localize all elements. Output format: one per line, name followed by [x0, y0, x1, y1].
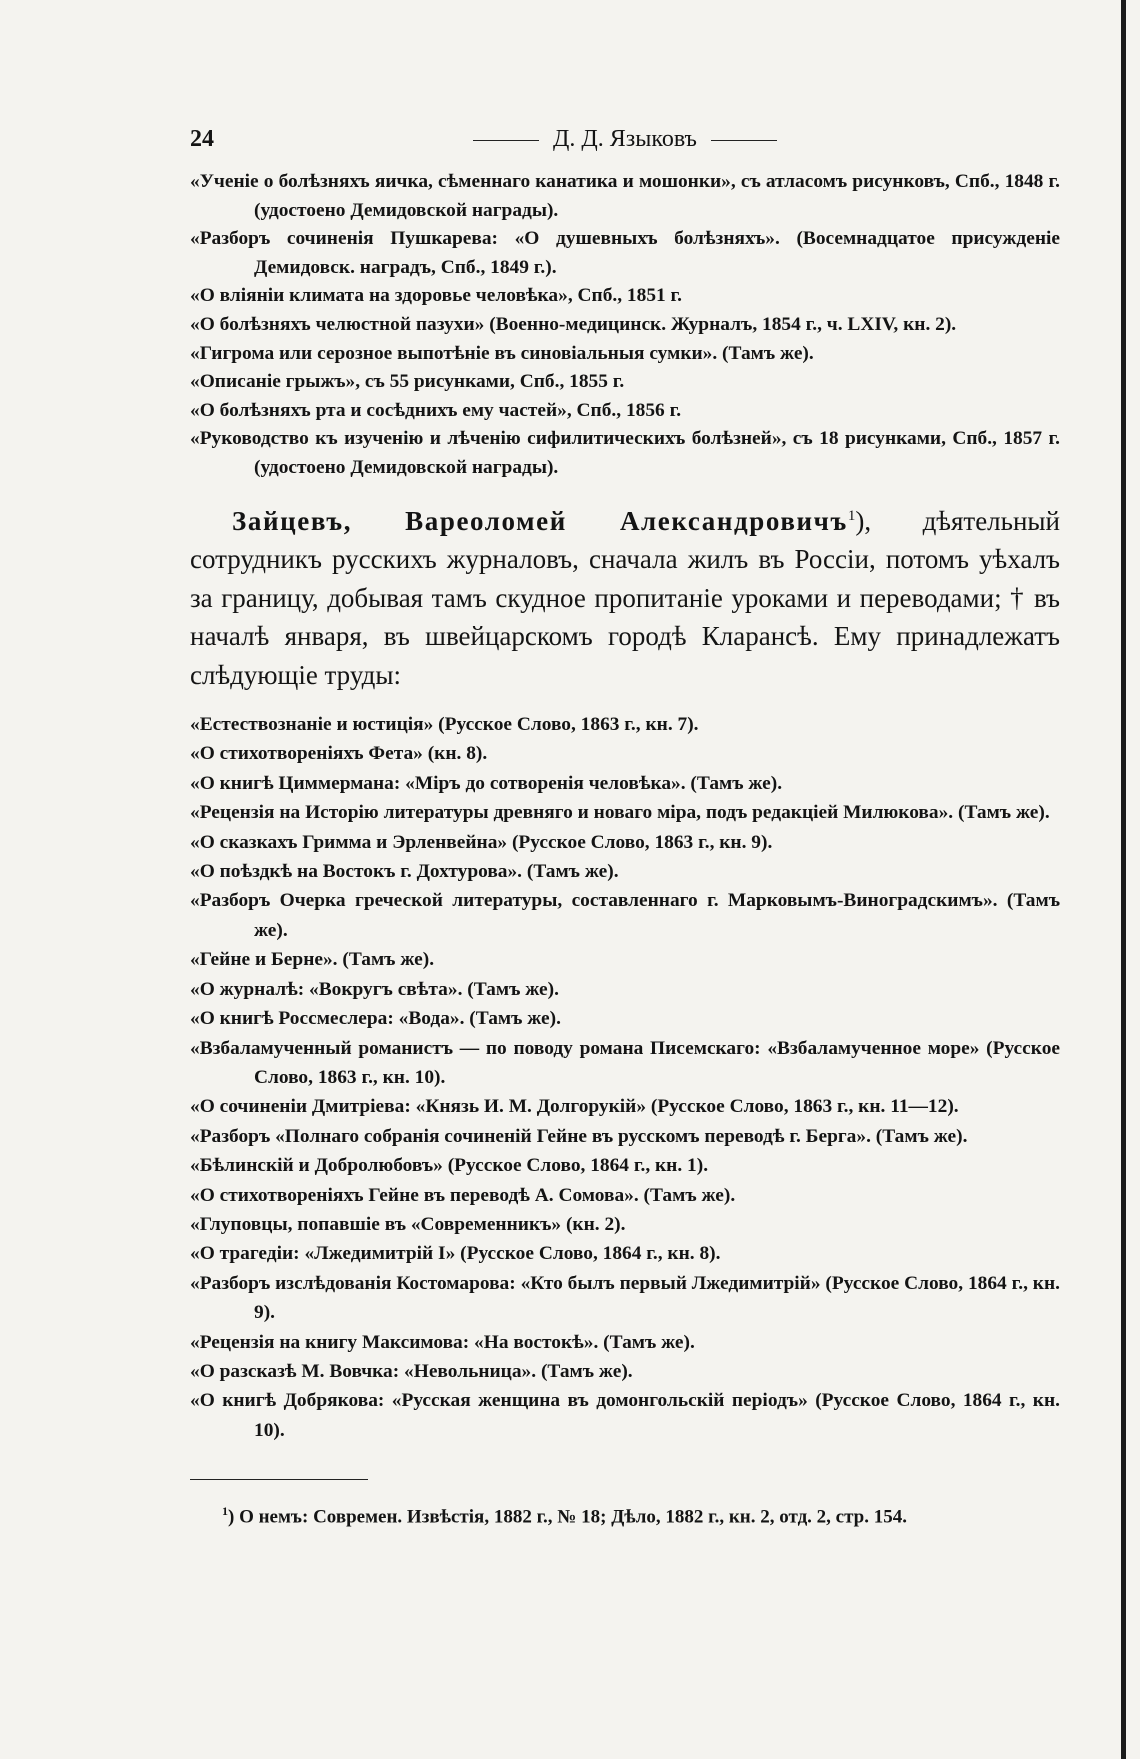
bibliography-entry: «Взбаламученный романистъ — по поводу романа Писемскаго: «Взбаламученное море» (Русское Слово, 1863 г., кн. 10). [190, 1037, 1060, 1088]
bibliography-entry: «Руководство къ изученію и лѣченію сифилитическихъ болѣзней», съ 18 рисунками, Спб., 1857 г. (удостоено Демидовской награды). [190, 428, 1060, 478]
bibliography-entry: «О книгѣ Циммермана: «Міръ до сотворенія человѣка». (Тамъ же). [190, 772, 783, 794]
bibliography-entry: «О книгѣ Россмеслера: «Вода». (Тамъ же). [190, 1008, 561, 1030]
yazykov-works-list [190, 168, 1060, 483]
header-dash-left [473, 140, 539, 141]
page-number: 24 [190, 126, 214, 152]
header-dash-right [711, 140, 777, 141]
running-head [190, 126, 1060, 153]
bibliography-entry: «О болѣзняхъ челюстной пазухи» (Военно-медицинск. Журналъ, 1854 г., ч. LXIV, кн. 2). [190, 313, 957, 335]
running-head-title: Д. Д. Языковъ [553, 126, 697, 152]
bibliography-entry: «Гейне и Берне». (Тамъ же). [190, 949, 435, 971]
bibliography-entry: «О стихотвореніяхъ Фета» (кн. 8). [190, 743, 488, 765]
footnote-reference: 1 [847, 507, 856, 524]
bibliography-entry: «Разборъ изслѣдованія Костомарова: «Кто былъ первый Лжедимитрій» (Русское Слово, 1864 г., кн. 9). [190, 1272, 1060, 1324]
bibliography-entry: «Гигрома или серозное выпотѣніе въ синовіальныя сумки». (Тамъ же). [190, 342, 814, 364]
book-page [190, 126, 1060, 1531]
bibliography-entry: «О болѣзняхъ рта и сосѣднихъ ему частей», Спб., 1856 г. [190, 399, 682, 421]
bibliography-entry: «Глуповцы, попавшіе въ «Современникъ» (кн. 2). [190, 1213, 626, 1235]
biography-name: Зайцевъ, Вареоломей Александровичъ [232, 505, 848, 536]
biography-text: ), дѣятельный сотрудникъ русскихъ журналовъ, сначала жилъ въ Россіи, потомъ уѣхалъ за границу, добывая тамъ скудное пропитаніе уроками и переводами; † въ началѣ января, въ швейцарскомъ городѣ Клaрансѣ. Ему принадлежатъ слѣдующіе труды: [190, 505, 1061, 690]
bibliography-entry: «Разборъ сочиненія Пушкарева: «О душевныхъ болѣзняхъ». (Восемнадцатое присужденіе Демидовск. наградъ, Спб., 1849 г.). [190, 228, 1060, 278]
bibliography-entry: «О стихотвореніяхъ Гейне въ переводѣ А. Сомова». (Тамъ же). [190, 1184, 736, 1206]
bibliography-entry: «О сказкахъ Гримма и Эрленвейна» (Русское Слово, 1863 г., кн. 9). [190, 831, 773, 853]
footnote-text: ) О немъ: Современ. Извѣстія, 1882 г., № 18; Дѣло, 1882 г., кн. 2, отд. 2, стр. 154. [228, 1506, 907, 1528]
bibliography-entry: «Ученіе о болѣзняхъ яичка, сѣменнаго канатика и мошонки», съ атласомъ рисунковъ, Спб., 1848 г. (удостоено Демидовской награды). [190, 171, 1060, 221]
biography-paragraph [190, 497, 1060, 695]
bibliography-entry: «Рецензія на Исторію литературы древняго и новаго міра, подъ редакціей Милюкова». (Тамъ же). [190, 802, 1050, 824]
bibliography-entry: «Описаніе грыжъ», съ 55 рисунками, Спб., 1855 г. [190, 371, 625, 393]
running-header [190, 126, 1060, 164]
bibliography-entry: «Разборъ Очерка греческой литературы, составленнаго г. Марковымъ-Виноградскимъ». (Тамъ же). [190, 890, 1060, 941]
bibliography-entry: «О сочиненіи Дмитріева: «Князь И. М. Долгорукій» (Русское Слово, 1863 г., кн. 11—12). [190, 1096, 959, 1118]
bibliography-entry: «О журналѣ: «Вокругъ свѣта». (Тамъ же). [190, 978, 559, 1000]
bibliography-entry: «Рецензія на книгу Максимова: «На востокѣ». (Тамъ же). [190, 1331, 695, 1353]
bibliography-entry: «О поѣздкѣ на Востокъ г. Дохтурова». (Тамъ же). [190, 861, 619, 883]
zaitsev-works-list [190, 710, 1060, 1445]
bibliography-entry: «О вліяніи климата на здоровье человѣка», Спб., 1851 г. [190, 285, 683, 307]
bibliography-entry: «О разсказѣ М. Вовчка: «Невольница». (Тамъ же). [190, 1360, 633, 1382]
bibliography-entry: «Естествознаніе и юстиція» (Русское Слово, 1863 г., кн. 7). [190, 714, 699, 736]
bibliography-entry: «Разборъ «Полнаго собранія сочиненій Гейне въ русскомъ переводѣ г. Берга». (Тамъ же). [190, 1125, 968, 1147]
bibliography-entry: «О книгѣ Добрякова: «Русская женщина въ домонгольскій періодъ» (Русское Слово, 1864 г., кн. 10). [190, 1390, 1060, 1441]
footnote-divider [190, 1479, 368, 1480]
bibliography-entry: «Бѣлинскій и Добролюбовъ» (Русское Слово, 1864 г., кн. 1). [190, 1155, 709, 1177]
page-edge-line [1121, 0, 1126, 1759]
bibliography-entry: «О трагедіи: «Лжедимитрій I» (Русское Слово, 1864 г., кн. 8). [190, 1243, 721, 1265]
footnote [190, 1498, 1060, 1530]
footnote-marker: 1 [222, 1504, 228, 1519]
